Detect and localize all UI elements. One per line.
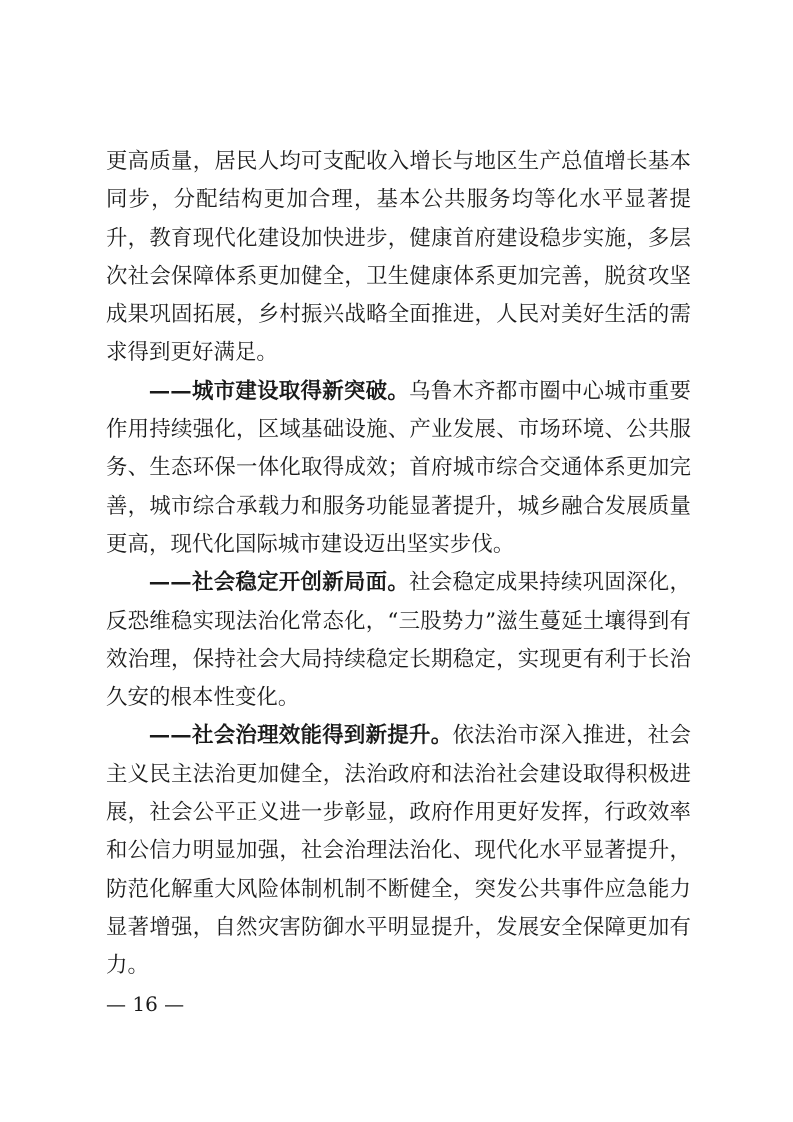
paragraph-social-governance — [106, 717, 691, 985]
paragraph-heading: ——社会稳定开创新局面。 — [148, 570, 410, 596]
paragraph-body: 更高质量，居民人均可支配收入增长与地区生产总值增长基本同步，分配结构更加合理，基本公共服务均等化水平显著提升，教育现代化建设加快进步，健康首府建设稳步实施，多层次社会保障体系更加健全，卫生健康体系更加完善，脱贫攻坚成果巩固拓展，乡村振兴战略全面推进，人民对美好生活的需求得到更好满足。 — [106, 149, 691, 366]
page-number: — 16 — — [106, 992, 185, 1016]
body-text — [106, 143, 691, 986]
paragraph-continued — [106, 143, 691, 373]
paragraph-body: 社会稳定成果持续巩固深化，反恐维稳实现法治化常态化，“三股势力”滋生蔓延土壤得到有效治理，保持社会大局持续稳定长期稳定，实现更有利于长治久安的根本性变化。 — [106, 570, 691, 711]
paragraph-heading: ——社会治理效能得到新提升。 — [148, 723, 453, 749]
paragraph-urban-construction — [106, 373, 691, 564]
paragraph-body: 依法治市深入推进，社会主义民主法治更加健全，法治政府和法治社会建设取得积极进展，社会公平正义进一步彰显，政府作用更好发挥，行政效率和公信力明显加强，社会治理法治化、现代化水平显著提升，防范化解重大风险体制机制不断健全，突发公共事件应急能力显著增强，自然灾害防御水平明显提升，发展安全保障更加有力。 — [106, 723, 691, 979]
paragraph-heading: ——城市建设取得新突破。 — [148, 378, 410, 404]
paragraph-body: 乌鲁木齐都市圈中心城市重要作用持续强化，区域基础设施、产业发展、市场环境、公共服务、生态环保一体化取得成效；首府城市综合交通体系更加完善，城市综合承载力和服务功能显著提升，城乡融合发展质量更高，现代化国际城市建设迈出坚实步伐。 — [106, 378, 691, 557]
paragraph-social-stability — [106, 564, 691, 717]
